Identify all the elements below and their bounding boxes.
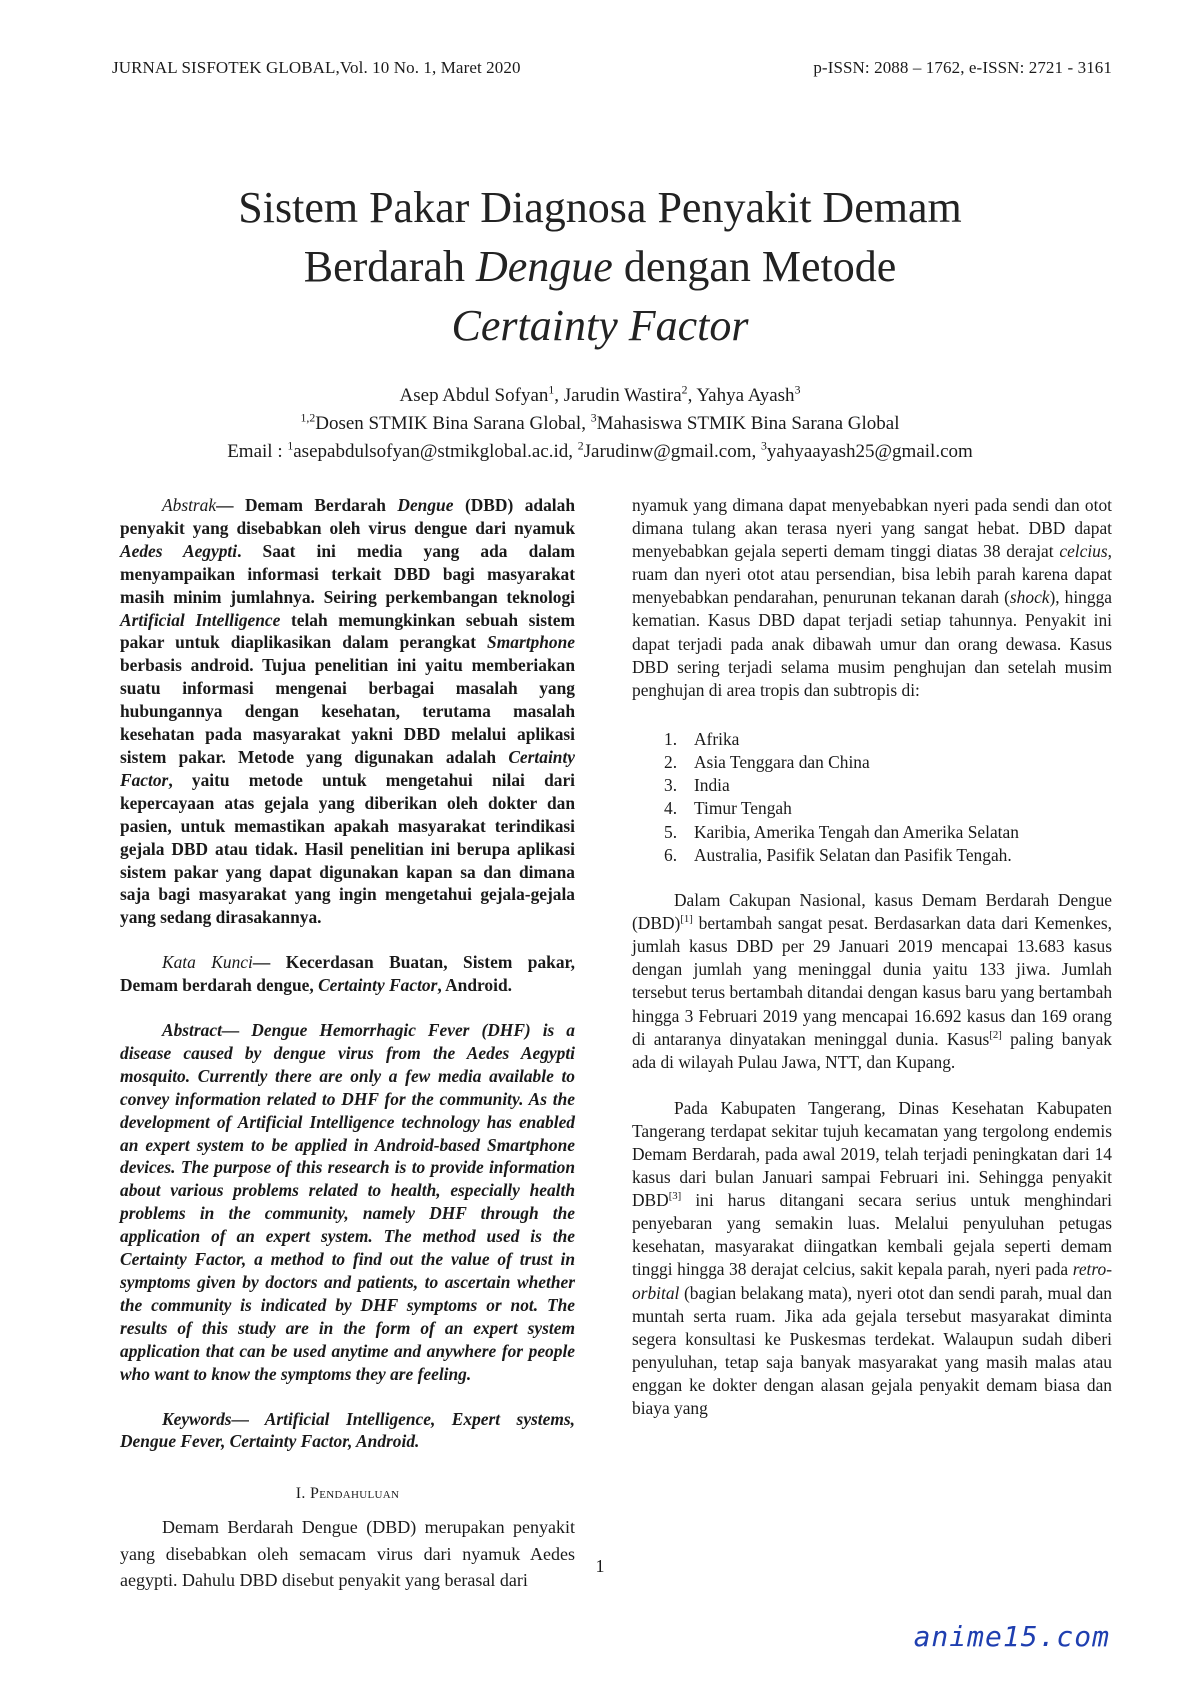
email-1-sup: 1 bbox=[287, 439, 294, 453]
right-paragraph-2 bbox=[632, 889, 1112, 1074]
section-heading-pendahuluan bbox=[120, 1483, 575, 1506]
abstrak-t8: berbasis android. Tujua penelitian ini yaitu memberiakan suatu informasi mengenai berbagai masalah yang hubungannya dengan kesehatan, terutama masalah kesehatan pada masyarakat yakni DBD melalui aplikasi sistem pakar. Metode yang digunakan adalah bbox=[120, 655, 575, 767]
list-number: 6. bbox=[664, 844, 678, 865]
abstrak-t6: telah memungkinkan sebuah sistem pakar untuk diaplikasikan dalam perangkat bbox=[120, 609, 576, 653]
section-title: Pendahuluan bbox=[310, 1485, 400, 1503]
email-label: Email : bbox=[227, 441, 288, 462]
rp3b: ini harus ditangani secara serius untuk menghindari penyebaran yang semakin luas. Melalui penyuluhan petugas kesehatan, masyarakat diingatkan kembali gejala seperti demam tinggi hingga 38 derajat celcius, sakit kepala parah, nyeri pada bbox=[632, 1190, 1112, 1280]
rp2b: bertambah sangat pesat. Berdasarkan data dari Kemenkes, jumlah kasus DBD per 29 Januari 2019 mencapai 13.683 kasus dengan jumlah yang meninggal dunia yaitu 133 jiwa. Jumlah tersebut terus bertambah ditandai dengan kasus baru yang bertambah hingga 3 Februari 2019 yang mencapai 16.692 kasus dan 169 orang di antaranya dinyatakan meninggal dunia. Kasus bbox=[632, 913, 1113, 1049]
rp1d: shock bbox=[1009, 587, 1050, 608]
list-text: India bbox=[694, 775, 730, 796]
kata-kunci-t3: , Android. bbox=[437, 975, 512, 996]
list-number: 3. bbox=[664, 775, 678, 796]
kata-kunci-t2: Certainty Factor bbox=[318, 975, 438, 996]
email-1: asepabdulsofyan@stmikglobal.ac.id, bbox=[293, 441, 578, 462]
keywords-english: Keywords— Artificial Intelligence, Expert systems, Dengue Fever, Certainty Factor, Android. bbox=[120, 1408, 575, 1452]
abstract-english: Abstract— Dengue Hemorrhagic Fever (DHF) is a disease caused by dengue virus from the Aedes Aegypti mosquito. Currently there are only a few media available to convey information related to DHF for the community. As the development of Artificial Intelligence technology has enabled an expert system to be applied in Android-based Smartphone devices. The purpose of this research is to provide information about various problems related to health, especially health problems in the community, namely DHF through the application of an expert system. The method used is the Certainty Factor, a method to find out the value of trust in symptoms given by doctors and patients, to ascertain whether the community is indicated by DHF symptoms or not. The results of this study are in the form of an expert system application that can be used anytime and anywhere for people who want to know the symptoms they are feeling. bbox=[120, 1020, 575, 1384]
abstrak-t7: Smartphone bbox=[487, 632, 575, 653]
list-number: 1. bbox=[664, 728, 678, 749]
title-line-2b: Dengue bbox=[475, 242, 613, 291]
author-2: , Jarudin Wastira bbox=[554, 385, 682, 406]
author-1-sup: 1 bbox=[548, 383, 555, 397]
affiliation-2: Mahasiswa STMIK Bina Sarana Global bbox=[596, 413, 900, 434]
watermark: anime15.com bbox=[913, 1620, 1110, 1653]
abstrak-t10: , yaitu metode untuk mengetahui nilai dari kepercayaan atas gejala yang diberikan oleh dokter dan pasien, untuk memastikan apakah masyarakat terindikasi gejala DBD atau tidak. Hasil penelitian ini berupa aplikasi sistem pakar yang dapat digunakan kapan sa dan dimana saja bagi masyarakat yang ingin mengetahui gejala-gejala yang sedang dirasakannya. bbox=[120, 769, 575, 928]
list-item bbox=[632, 797, 1112, 820]
abstrak-t9: Certainty Factor bbox=[120, 746, 575, 790]
rp3a: Pada Kabupaten Tangerang, Dinas Kesehatan Kabupaten Tangerang terdapat sekitar tujuh kecamatan yang tergolong endemis Demam Berdarah, pada awal 2019, telah terjadi peningkatan dari 14 kasus dari bulan Januari sampai Februari ini. Sehingga penyakit DBD bbox=[632, 1097, 1112, 1211]
kata-kunci-label: Kata Kunci bbox=[162, 952, 253, 973]
list-item bbox=[632, 774, 1112, 797]
citation-3: [3] bbox=[668, 1190, 682, 1203]
affiliation-1: Dosen STMIK Bina Sarana Global, bbox=[315, 413, 591, 434]
list-text: Afrika bbox=[694, 728, 740, 749]
kata-kunci-paragraph bbox=[120, 951, 575, 997]
title-line-2c: dengan Metode bbox=[612, 242, 897, 291]
rp3c: retro-orbital bbox=[632, 1259, 1112, 1303]
paper-title bbox=[0, 178, 1200, 355]
email-2-sup: 2 bbox=[577, 439, 584, 453]
author-names bbox=[0, 382, 1200, 410]
author-1: Asep Abdul Sofyan bbox=[399, 385, 549, 406]
right-paragraph-1 bbox=[632, 494, 1112, 702]
running-header bbox=[112, 58, 1112, 78]
email-2: Jarudinw@gmail.com, bbox=[583, 441, 762, 462]
right-column bbox=[632, 494, 1112, 1420]
citation-1: [1] bbox=[680, 913, 693, 926]
list-item bbox=[632, 821, 1112, 844]
abstrak-t1: Dengue bbox=[397, 495, 454, 515]
abstrak-t2: (DBD) adalah penyakit yang disebabkan oleh virus dengue dari nyamuk bbox=[120, 495, 575, 538]
rp1c: , ruam dan nyeri otot atau persendian, bisa lebih parah karena dapat menyebabkan pendarahan, penurunan tekanan darah ( bbox=[632, 541, 1112, 608]
list-text: Asia Tenggara dan China bbox=[694, 752, 870, 773]
rp1b: celcius bbox=[1059, 541, 1108, 562]
journal-name: JURNAL SISFOTEK GLOBAL,Vol. 10 No. 1, Maret 2020 bbox=[112, 58, 521, 77]
email-3: yahyaayash25@gmail.com bbox=[766, 441, 973, 462]
region-list bbox=[632, 728, 1112, 867]
author-3-sup: 3 bbox=[794, 383, 801, 397]
right-paragraph-3 bbox=[632, 1097, 1112, 1420]
abstrak-t4: . Saat ini media yang ada dalam menyampaikan informasi terkait DBD bagi masyarakat masih minim jumlahnya. Seiring perkembangan teknologi bbox=[120, 540, 575, 607]
left-column bbox=[120, 494, 575, 1594]
author-block bbox=[0, 382, 1200, 466]
title-line-3: Certainty Factor bbox=[451, 301, 749, 350]
abstrak-label: Abstrak bbox=[162, 495, 217, 515]
title-line-2a: Berdarah bbox=[303, 242, 476, 291]
affiliations bbox=[0, 410, 1200, 438]
title-line-2 bbox=[0, 237, 1200, 296]
aff-sup-2: 3 bbox=[590, 411, 597, 425]
list-text: Karibia, Amerika Tengah dan Amerika Selatan bbox=[694, 821, 1019, 842]
rp1e: ), hingga kematian. Kasus DBD dapat terjadi setiap tahunnya. Penyakit ini dapat terjadi pada anak dibawah umur dan orang dewasa. Kasus DBD sering terjadi selama musim penghujan dan setelah musim penghujan di area tropis dan subtropis di: bbox=[632, 587, 1112, 700]
list-item bbox=[632, 751, 1112, 774]
section-number: I. bbox=[295, 1485, 311, 1503]
aff-sup-1: 1,2 bbox=[300, 411, 316, 425]
rp1a: nyamuk yang dimana dapat menyebabkan nyeri pada sendi dan otot dimana tulang akan terasa nyeri yang sangat hebat. DBD dapat menyebabkan gejala seperti demam tinggi diatas 38 derajat bbox=[632, 495, 1112, 562]
kata-kunci-t1: — Kecerdasan Buatan, Sistem pakar, Demam berdarah dengue, bbox=[120, 952, 575, 996]
rp2c: paling banyak ada di wilayah Pulau Jawa, NTT, dan Kupang. bbox=[632, 1028, 1112, 1072]
rp2a: Dalam Cakupan Nasional, kasus Demam Berdarah Dengue (DBD) bbox=[632, 890, 1112, 934]
abstrak-t3: Aedes Aegypti bbox=[120, 540, 238, 561]
author-3: , Yahya Ayash bbox=[687, 385, 795, 406]
page-number: 1 bbox=[595, 1556, 605, 1576]
rp3d: (bagian belakang mata), nyeri otot dan sendi parah, mual dan muntah serta ruam. Jika ada gejala tersebut masyarakat diminta segera konsultasi ke Puskesmas terdekat. Walaupun sudah diberi penyuluhan, tetap saja banyak masyarakat yang masih malas atau enggan ke dokter dengan alasan gejala penyakit demam biasa dan biaya yang bbox=[632, 1282, 1112, 1419]
list-item bbox=[632, 728, 1112, 751]
list-number: 2. bbox=[664, 752, 678, 773]
emails bbox=[0, 438, 1200, 466]
list-text: Timur Tengah bbox=[694, 798, 792, 819]
intro-paragraph: Demam Berdarah Dengue (DBD) merupakan penyakit yang disebabkan oleh semacam virus dari nyamuk Aedes aegypti. Dahulu DBD disebut penyakit yang berasal dari bbox=[120, 1517, 575, 1591]
title-line-1: Sistem Pakar Diagnosa Penyakit Demam bbox=[238, 183, 962, 232]
abstrak-t5: Artificial Intelligence bbox=[120, 609, 281, 630]
author-2-sup: 2 bbox=[681, 383, 688, 397]
abstrak-t0: — Demam Berdarah bbox=[216, 495, 398, 515]
list-text: Australia, Pasifik Selatan dan Pasifik Tengah. bbox=[694, 844, 1012, 865]
citation-2: [2] bbox=[989, 1028, 1002, 1041]
issn: p-ISSN: 2088 – 1762, e-ISSN: 2721 - 3161 bbox=[813, 58, 1112, 77]
list-number: 4. bbox=[664, 798, 678, 819]
list-item bbox=[632, 844, 1112, 867]
email-3-sup: 3 bbox=[761, 439, 767, 453]
list-number: 5. bbox=[664, 821, 678, 842]
abstrak-paragraph bbox=[120, 494, 575, 929]
